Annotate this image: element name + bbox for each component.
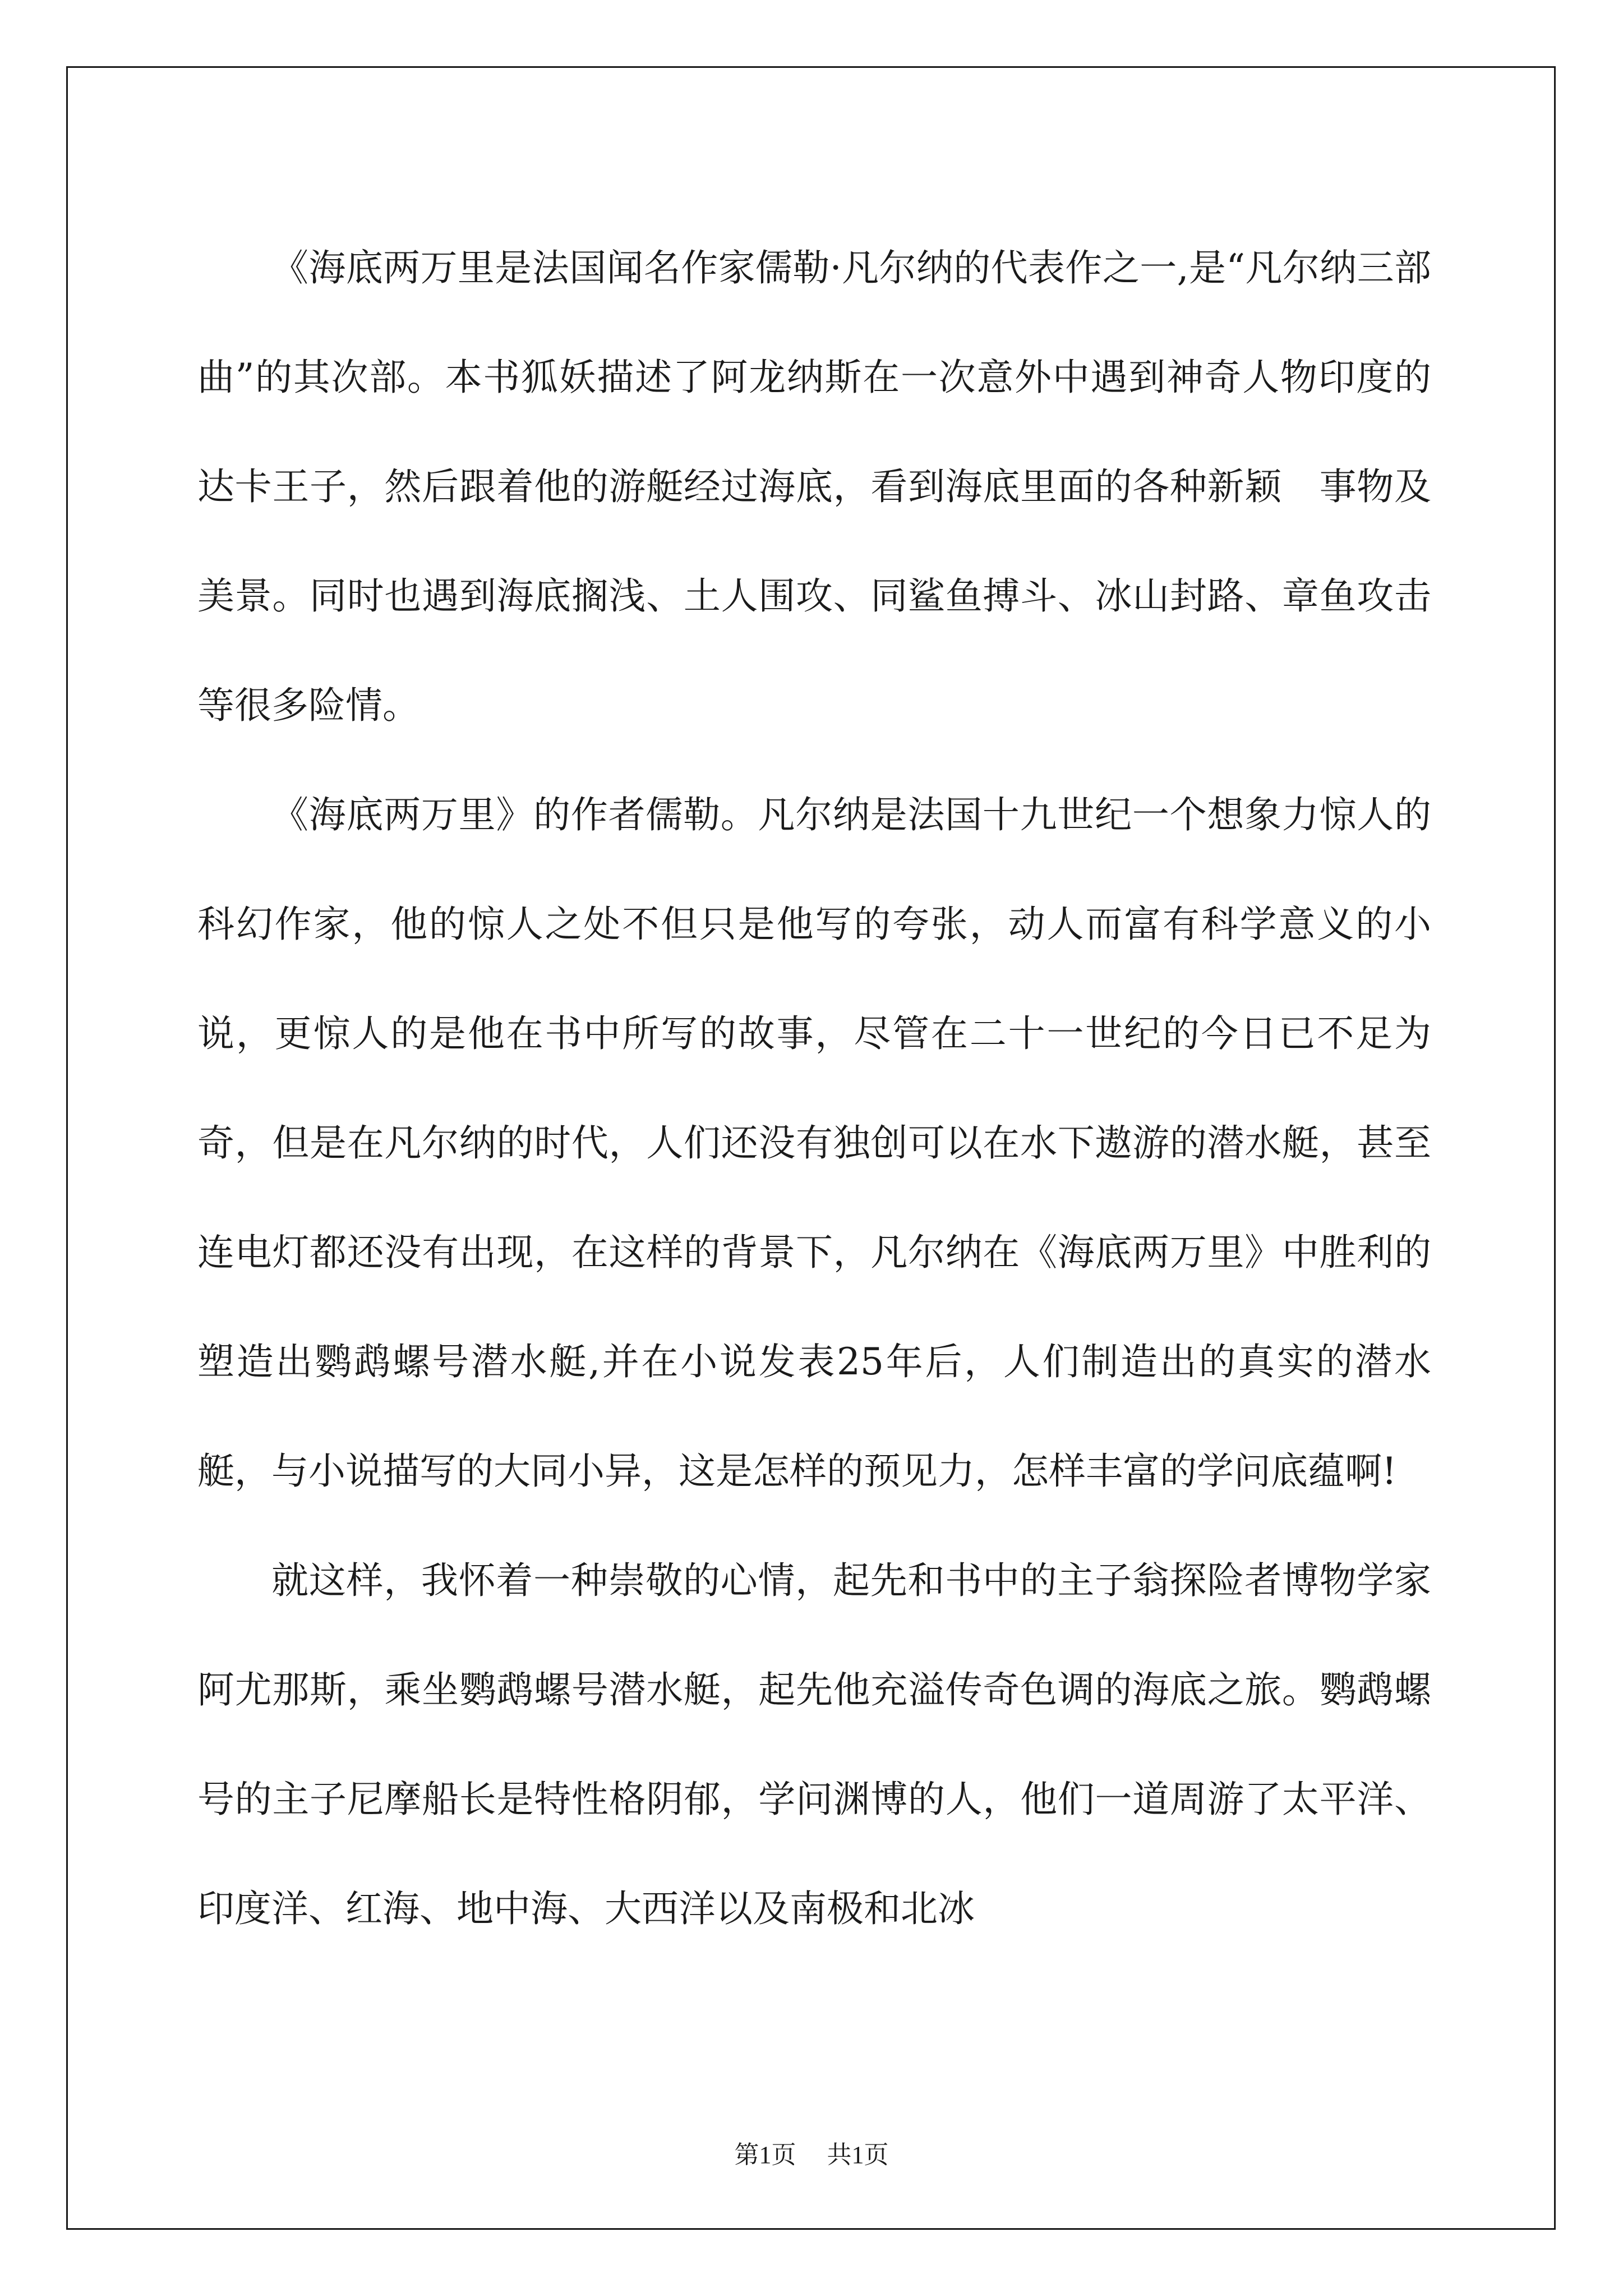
paragraph-1: 《海底两万里是法国闻名作家儒勒·凡尔纳的代表作之一,是“凡尔纳三部曲”的其次部。本书狐妖描述了阿龙纳斯在一次意外中遇到神奇人物印度的达卡王子，然后跟着他的游艇经过海底，看到海底里面的各种新颖 事物及美景。同时也遇到海底搁浅、土人围攻、同鲨鱼搏斗、冰山封路、章鱼攻击等很多险情。 [197,246,1431,727]
page-footer [0,2134,1623,2170]
page-total: 共1页 [827,2141,889,2169]
paragraph-3: 就这样，我怀着一种崇敬的心情，起先和书中的主子翁探险者博物学家阿尤那斯，乘坐鹦鹉螺号潜水艇，起先他充溢传奇色调的海底之旅。鹦鹉螺号的主子尼摩船长是特性格阴郁，学问渊博的人，他们一道周游了太平洋、印度洋、红海、地中海、大西洋以及南极和北冰 [197,1559,1431,1930]
document-body [197,213,1431,1963]
page-number: 第1页 [734,2141,796,2169]
paragraph-2: 《海底两万里》的作者儒勒。凡尔纳是法国十九世纪一个想象力惊人的科幻作家，他的惊人之处不但只是他写的夸张，动人而富有科学意义的小说，更惊人的是他在书中所写的故事，尽管在二十一世纪的今日已不足为奇，但是在凡尔纳的时代，人们还没有独创可以在水下遨游的潜水艇，甚至连电灯都还没有出现，在这样的背景下，凡尔纳在《海底两万里》中胜利的塑造出鹦鹉螺号潜水艇,并在小说发表25年后，人们制造出的真实的潜水艇，与小说描写的大同小异，这是怎样的预见力，怎样丰富的学问底蕴啊! [197,793,1431,1493]
